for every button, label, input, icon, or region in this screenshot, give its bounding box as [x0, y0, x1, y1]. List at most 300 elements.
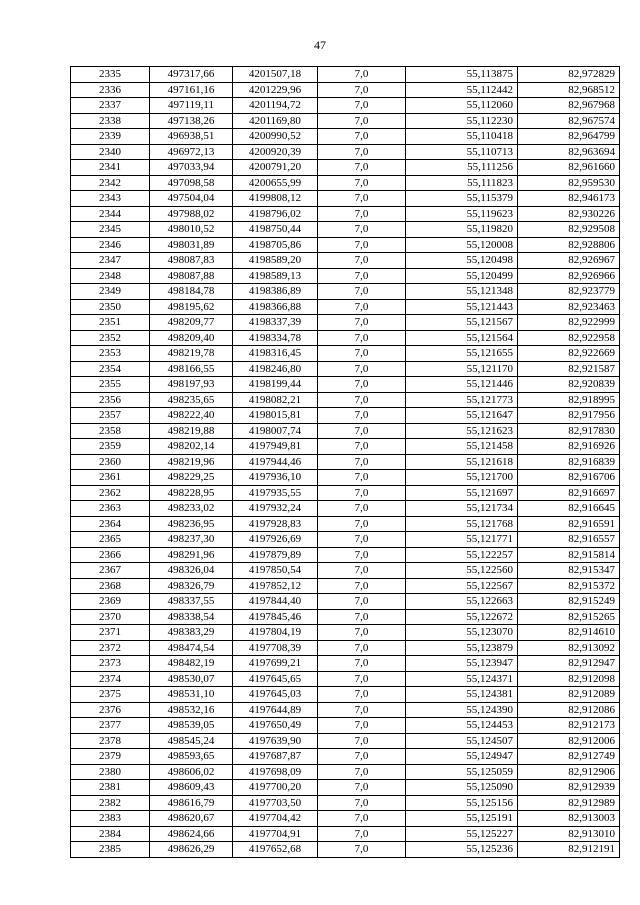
longitude-cell: 82,914610	[518, 625, 620, 641]
latitude-cell: 55,120498	[406, 253, 518, 269]
point-number-cell: 2349	[71, 284, 150, 300]
table-row	[71, 501, 620, 517]
longitude-cell: 82,930226	[518, 206, 620, 222]
y-coordinate-cell: 4200920,39	[233, 144, 318, 160]
latitude-cell: 55,121618	[406, 454, 518, 470]
x-coordinate-cell: 498338,54	[150, 609, 233, 625]
x-coordinate-cell: 498532,16	[150, 702, 233, 718]
table-row	[71, 439, 620, 455]
y-coordinate-cell: 4201169,80	[233, 113, 318, 129]
y-coordinate-cell: 4197928,83	[233, 516, 318, 532]
x-coordinate-cell: 498219,96	[150, 454, 233, 470]
table-row	[71, 454, 620, 470]
longitude-cell: 82,917830	[518, 423, 620, 439]
table-row	[71, 578, 620, 594]
point-number-cell: 2363	[71, 501, 150, 517]
value-cell: 7,0	[318, 780, 406, 796]
x-coordinate-cell: 497138,26	[150, 113, 233, 129]
y-coordinate-cell: 4200655,99	[233, 175, 318, 191]
longitude-cell: 82,959530	[518, 175, 620, 191]
x-coordinate-cell: 498087,88	[150, 268, 233, 284]
table-row	[71, 361, 620, 377]
x-coordinate-cell: 498229,25	[150, 470, 233, 486]
value-cell: 7,0	[318, 439, 406, 455]
y-coordinate-cell: 4197850,54	[233, 563, 318, 579]
longitude-cell: 82,912191	[518, 842, 620, 858]
point-number-cell: 2384	[71, 826, 150, 842]
latitude-cell: 55,121348	[406, 284, 518, 300]
x-coordinate-cell: 498195,62	[150, 299, 233, 315]
longitude-cell: 82,928806	[518, 237, 620, 253]
latitude-cell: 55,121458	[406, 439, 518, 455]
y-coordinate-cell: 4198199,44	[233, 377, 318, 393]
table-row	[71, 82, 620, 98]
longitude-cell: 82,912939	[518, 780, 620, 796]
x-coordinate-cell: 498606,02	[150, 764, 233, 780]
value-cell: 7,0	[318, 733, 406, 749]
point-number-cell: 2370	[71, 609, 150, 625]
x-coordinate-cell: 498626,29	[150, 842, 233, 858]
point-number-cell: 2344	[71, 206, 150, 222]
y-coordinate-cell: 4197949,81	[233, 439, 318, 455]
latitude-cell: 55,124371	[406, 671, 518, 687]
x-coordinate-cell: 498236,95	[150, 516, 233, 532]
longitude-cell: 82,964799	[518, 129, 620, 145]
table-row	[71, 67, 620, 83]
y-coordinate-cell: 4200990,52	[233, 129, 318, 145]
x-coordinate-cell: 498209,77	[150, 315, 233, 331]
latitude-cell: 55,124507	[406, 733, 518, 749]
value-cell: 7,0	[318, 237, 406, 253]
latitude-cell: 55,112442	[406, 82, 518, 98]
latitude-cell: 55,122663	[406, 594, 518, 610]
page-number: 47	[314, 38, 326, 52]
value-cell: 7,0	[318, 454, 406, 470]
table-row	[71, 795, 620, 811]
latitude-cell: 55,121734	[406, 501, 518, 517]
latitude-cell: 55,124947	[406, 749, 518, 765]
x-coordinate-cell: 498291,96	[150, 547, 233, 563]
y-coordinate-cell: 4197645,03	[233, 687, 318, 703]
value-cell: 7,0	[318, 501, 406, 517]
x-coordinate-cell: 497504,04	[150, 191, 233, 207]
table-row	[71, 408, 620, 424]
latitude-cell: 55,120008	[406, 237, 518, 253]
x-coordinate-cell: 498219,78	[150, 346, 233, 362]
longitude-cell: 82,916645	[518, 501, 620, 517]
point-number-cell: 2355	[71, 377, 150, 393]
value-cell: 7,0	[318, 671, 406, 687]
longitude-cell: 82,916839	[518, 454, 620, 470]
x-coordinate-cell: 498545,24	[150, 733, 233, 749]
point-number-cell: 2382	[71, 795, 150, 811]
table-row	[71, 284, 620, 300]
table-row	[71, 547, 620, 563]
x-coordinate-cell: 498530,07	[150, 671, 233, 687]
table-row	[71, 687, 620, 703]
longitude-cell: 82,912749	[518, 749, 620, 765]
value-cell: 7,0	[318, 129, 406, 145]
latitude-cell: 55,121655	[406, 346, 518, 362]
latitude-cell: 55,124390	[406, 702, 518, 718]
y-coordinate-cell: 4201194,72	[233, 98, 318, 114]
x-coordinate-cell: 496938,51	[150, 129, 233, 145]
coordinates-table	[70, 66, 620, 858]
value-cell: 7,0	[318, 82, 406, 98]
x-coordinate-cell: 498337,55	[150, 594, 233, 610]
value-cell: 7,0	[318, 516, 406, 532]
y-coordinate-cell: 4198015,81	[233, 408, 318, 424]
y-coordinate-cell: 4198796,02	[233, 206, 318, 222]
point-number-cell: 2362	[71, 485, 150, 501]
table-row	[71, 160, 620, 176]
longitude-cell: 82,915249	[518, 594, 620, 610]
latitude-cell: 55,110418	[406, 129, 518, 145]
longitude-cell: 82,915372	[518, 578, 620, 594]
longitude-cell: 82,968512	[518, 82, 620, 98]
y-coordinate-cell: 4201507,18	[233, 67, 318, 83]
value-cell: 7,0	[318, 423, 406, 439]
y-coordinate-cell: 4197804,19	[233, 625, 318, 641]
table-body	[71, 67, 620, 858]
y-coordinate-cell: 4197703,50	[233, 795, 318, 811]
point-number-cell: 2375	[71, 687, 150, 703]
y-coordinate-cell: 4198007,74	[233, 423, 318, 439]
y-coordinate-cell: 4197852,12	[233, 578, 318, 594]
longitude-cell: 82,915814	[518, 547, 620, 563]
x-coordinate-cell: 498222,40	[150, 408, 233, 424]
value-cell: 7,0	[318, 315, 406, 331]
longitude-cell: 82,912947	[518, 656, 620, 672]
value-cell: 7,0	[318, 795, 406, 811]
y-coordinate-cell: 4200791,20	[233, 160, 318, 176]
point-number-cell: 2381	[71, 780, 150, 796]
value-cell: 7,0	[318, 485, 406, 501]
value-cell: 7,0	[318, 67, 406, 83]
y-coordinate-cell: 4198246,80	[233, 361, 318, 377]
y-coordinate-cell: 4199808,12	[233, 191, 318, 207]
y-coordinate-cell: 4197708,39	[233, 640, 318, 656]
latitude-cell: 55,121567	[406, 315, 518, 331]
point-number-cell: 2364	[71, 516, 150, 532]
latitude-cell: 55,125236	[406, 842, 518, 858]
longitude-cell: 82,929508	[518, 222, 620, 238]
y-coordinate-cell: 4197845,46	[233, 609, 318, 625]
y-coordinate-cell: 4198386,89	[233, 284, 318, 300]
x-coordinate-cell: 498209,40	[150, 330, 233, 346]
table-row	[71, 594, 620, 610]
latitude-cell: 55,119623	[406, 206, 518, 222]
latitude-cell: 55,115379	[406, 191, 518, 207]
value-cell: 7,0	[318, 609, 406, 625]
table-row	[71, 470, 620, 486]
table-row	[71, 222, 620, 238]
table-row	[71, 191, 620, 207]
longitude-cell: 82,918995	[518, 392, 620, 408]
latitude-cell: 55,125227	[406, 826, 518, 842]
point-number-cell: 2379	[71, 749, 150, 765]
point-number-cell: 2359	[71, 439, 150, 455]
value-cell: 7,0	[318, 222, 406, 238]
longitude-cell: 82,916557	[518, 532, 620, 548]
latitude-cell: 55,121700	[406, 470, 518, 486]
longitude-cell: 82,921587	[518, 361, 620, 377]
x-coordinate-cell: 496972,13	[150, 144, 233, 160]
y-coordinate-cell: 4197926,69	[233, 532, 318, 548]
value-cell: 7,0	[318, 625, 406, 641]
point-number-cell: 2380	[71, 764, 150, 780]
x-coordinate-cell: 497033,94	[150, 160, 233, 176]
point-number-cell: 2374	[71, 671, 150, 687]
x-coordinate-cell: 497119,11	[150, 98, 233, 114]
y-coordinate-cell: 4197652,68	[233, 842, 318, 858]
latitude-cell: 55,121771	[406, 532, 518, 548]
table-row	[71, 811, 620, 827]
longitude-cell: 82,926966	[518, 268, 620, 284]
x-coordinate-cell: 498219,88	[150, 423, 233, 439]
y-coordinate-cell: 4197687,87	[233, 749, 318, 765]
point-number-cell: 2343	[71, 191, 150, 207]
table-row	[71, 113, 620, 129]
value-cell: 7,0	[318, 144, 406, 160]
longitude-cell: 82,922958	[518, 330, 620, 346]
point-number-cell: 2369	[71, 594, 150, 610]
point-number-cell: 2351	[71, 315, 150, 331]
x-coordinate-cell: 498237,30	[150, 532, 233, 548]
point-number-cell: 2358	[71, 423, 150, 439]
table-row	[71, 826, 620, 842]
value-cell: 7,0	[318, 377, 406, 393]
value-cell: 7,0	[318, 253, 406, 269]
point-number-cell: 2335	[71, 67, 150, 83]
value-cell: 7,0	[318, 299, 406, 315]
table-row	[71, 206, 620, 222]
table-row	[71, 718, 620, 734]
latitude-cell: 55,123879	[406, 640, 518, 656]
y-coordinate-cell: 4197699,21	[233, 656, 318, 672]
point-number-cell: 2383	[71, 811, 150, 827]
y-coordinate-cell: 4197935,55	[233, 485, 318, 501]
value-cell: 7,0	[318, 547, 406, 563]
x-coordinate-cell: 498539,05	[150, 718, 233, 734]
latitude-cell: 55,121768	[406, 516, 518, 532]
latitude-cell: 55,112230	[406, 113, 518, 129]
value-cell: 7,0	[318, 656, 406, 672]
latitude-cell: 55,119820	[406, 222, 518, 238]
y-coordinate-cell: 4198589,20	[233, 253, 318, 269]
x-coordinate-cell: 498233,02	[150, 501, 233, 517]
y-coordinate-cell: 4197698,09	[233, 764, 318, 780]
longitude-cell: 82,915265	[518, 609, 620, 625]
value-cell: 7,0	[318, 175, 406, 191]
point-number-cell: 2356	[71, 392, 150, 408]
y-coordinate-cell: 4198705,86	[233, 237, 318, 253]
longitude-cell: 82,967574	[518, 113, 620, 129]
table-row	[71, 330, 620, 346]
latitude-cell: 55,122560	[406, 563, 518, 579]
value-cell: 7,0	[318, 811, 406, 827]
longitude-cell: 82,920839	[518, 377, 620, 393]
latitude-cell: 55,121697	[406, 485, 518, 501]
value-cell: 7,0	[318, 563, 406, 579]
y-coordinate-cell: 4197704,42	[233, 811, 318, 827]
x-coordinate-cell: 498624,66	[150, 826, 233, 842]
value-cell: 7,0	[318, 98, 406, 114]
point-number-cell: 2385	[71, 842, 150, 858]
x-coordinate-cell: 498197,93	[150, 377, 233, 393]
table-row	[71, 237, 620, 253]
point-number-cell: 2339	[71, 129, 150, 145]
x-coordinate-cell: 497317,66	[150, 67, 233, 83]
latitude-cell: 55,122257	[406, 547, 518, 563]
longitude-cell: 82,926967	[518, 253, 620, 269]
longitude-cell: 82,913010	[518, 826, 620, 842]
y-coordinate-cell: 4198337,39	[233, 315, 318, 331]
latitude-cell: 55,110713	[406, 144, 518, 160]
x-coordinate-cell: 498474,54	[150, 640, 233, 656]
x-coordinate-cell: 498482,19	[150, 656, 233, 672]
point-number-cell: 2338	[71, 113, 150, 129]
table-row	[71, 842, 620, 858]
longitude-cell: 82,923463	[518, 299, 620, 315]
x-coordinate-cell: 498184,78	[150, 284, 233, 300]
latitude-cell: 55,121773	[406, 392, 518, 408]
value-cell: 7,0	[318, 640, 406, 656]
x-coordinate-cell: 498383,29	[150, 625, 233, 641]
longitude-cell: 82,922669	[518, 346, 620, 362]
x-coordinate-cell: 498593,65	[150, 749, 233, 765]
x-coordinate-cell: 498202,14	[150, 439, 233, 455]
point-number-cell: 2354	[71, 361, 150, 377]
x-coordinate-cell: 497988,02	[150, 206, 233, 222]
table-row	[71, 640, 620, 656]
longitude-cell: 82,912906	[518, 764, 620, 780]
latitude-cell: 55,125059	[406, 764, 518, 780]
point-number-cell: 2336	[71, 82, 150, 98]
latitude-cell: 55,124381	[406, 687, 518, 703]
value-cell: 7,0	[318, 284, 406, 300]
value-cell: 7,0	[318, 702, 406, 718]
point-number-cell: 2368	[71, 578, 150, 594]
value-cell: 7,0	[318, 346, 406, 362]
point-number-cell: 2360	[71, 454, 150, 470]
y-coordinate-cell: 4197944,46	[233, 454, 318, 470]
point-number-cell: 2346	[71, 237, 150, 253]
y-coordinate-cell: 4197700,20	[233, 780, 318, 796]
table-row	[71, 516, 620, 532]
x-coordinate-cell: 498228,95	[150, 485, 233, 501]
longitude-cell: 82,916591	[518, 516, 620, 532]
latitude-cell: 55,125156	[406, 795, 518, 811]
longitude-cell: 82,963694	[518, 144, 620, 160]
x-coordinate-cell: 498031,89	[150, 237, 233, 253]
value-cell: 7,0	[318, 718, 406, 734]
y-coordinate-cell: 4197645,65	[233, 671, 318, 687]
latitude-cell: 55,121446	[406, 377, 518, 393]
table-row	[71, 175, 620, 191]
longitude-cell: 82,946173	[518, 191, 620, 207]
latitude-cell: 55,123947	[406, 656, 518, 672]
point-number-cell: 2340	[71, 144, 150, 160]
value-cell: 7,0	[318, 268, 406, 284]
y-coordinate-cell: 4198750,44	[233, 222, 318, 238]
y-coordinate-cell: 4201229,96	[233, 82, 318, 98]
table-row	[71, 315, 620, 331]
table-row	[71, 144, 620, 160]
point-number-cell: 2372	[71, 640, 150, 656]
x-coordinate-cell: 498326,04	[150, 563, 233, 579]
point-number-cell: 2377	[71, 718, 150, 734]
x-coordinate-cell: 498620,67	[150, 811, 233, 827]
longitude-cell: 82,913092	[518, 640, 620, 656]
longitude-cell: 82,916697	[518, 485, 620, 501]
table-row	[71, 656, 620, 672]
table-row	[71, 299, 620, 315]
table-row	[71, 625, 620, 641]
x-coordinate-cell: 497161,16	[150, 82, 233, 98]
point-number-cell: 2357	[71, 408, 150, 424]
longitude-cell: 82,922999	[518, 315, 620, 331]
table-row	[71, 780, 620, 796]
table-row	[71, 253, 620, 269]
value-cell: 7,0	[318, 842, 406, 858]
value-cell: 7,0	[318, 826, 406, 842]
value-cell: 7,0	[318, 764, 406, 780]
point-number-cell: 2376	[71, 702, 150, 718]
table-row	[71, 764, 620, 780]
x-coordinate-cell: 498326,79	[150, 578, 233, 594]
latitude-cell: 55,125191	[406, 811, 518, 827]
point-number-cell: 2353	[71, 346, 150, 362]
point-number-cell: 2352	[71, 330, 150, 346]
longitude-cell: 82,967968	[518, 98, 620, 114]
table-row	[71, 98, 620, 114]
longitude-cell: 82,923779	[518, 284, 620, 300]
longitude-cell: 82,916706	[518, 470, 620, 486]
point-number-cell: 2345	[71, 222, 150, 238]
table-row	[71, 392, 620, 408]
latitude-cell: 55,121443	[406, 299, 518, 315]
point-number-cell: 2378	[71, 733, 150, 749]
value-cell: 7,0	[318, 160, 406, 176]
longitude-cell: 82,961660	[518, 160, 620, 176]
x-coordinate-cell: 498166,55	[150, 361, 233, 377]
x-coordinate-cell: 497098,58	[150, 175, 233, 191]
longitude-cell: 82,912989	[518, 795, 620, 811]
value-cell: 7,0	[318, 206, 406, 222]
latitude-cell: 55,122672	[406, 609, 518, 625]
longitude-cell: 82,917956	[518, 408, 620, 424]
longitude-cell: 82,912173	[518, 718, 620, 734]
point-number-cell: 2350	[71, 299, 150, 315]
table-row	[71, 423, 620, 439]
latitude-cell: 55,125090	[406, 780, 518, 796]
value-cell: 7,0	[318, 408, 406, 424]
point-number-cell: 2366	[71, 547, 150, 563]
point-number-cell: 2373	[71, 656, 150, 672]
latitude-cell: 55,113875	[406, 67, 518, 83]
table-row	[71, 609, 620, 625]
x-coordinate-cell: 498087,83	[150, 253, 233, 269]
table-row	[71, 485, 620, 501]
x-coordinate-cell: 498531,10	[150, 687, 233, 703]
value-cell: 7,0	[318, 532, 406, 548]
table-row	[71, 268, 620, 284]
longitude-cell: 82,912089	[518, 687, 620, 703]
longitude-cell: 82,912006	[518, 733, 620, 749]
y-coordinate-cell: 4198316,45	[233, 346, 318, 362]
point-number-cell: 2361	[71, 470, 150, 486]
